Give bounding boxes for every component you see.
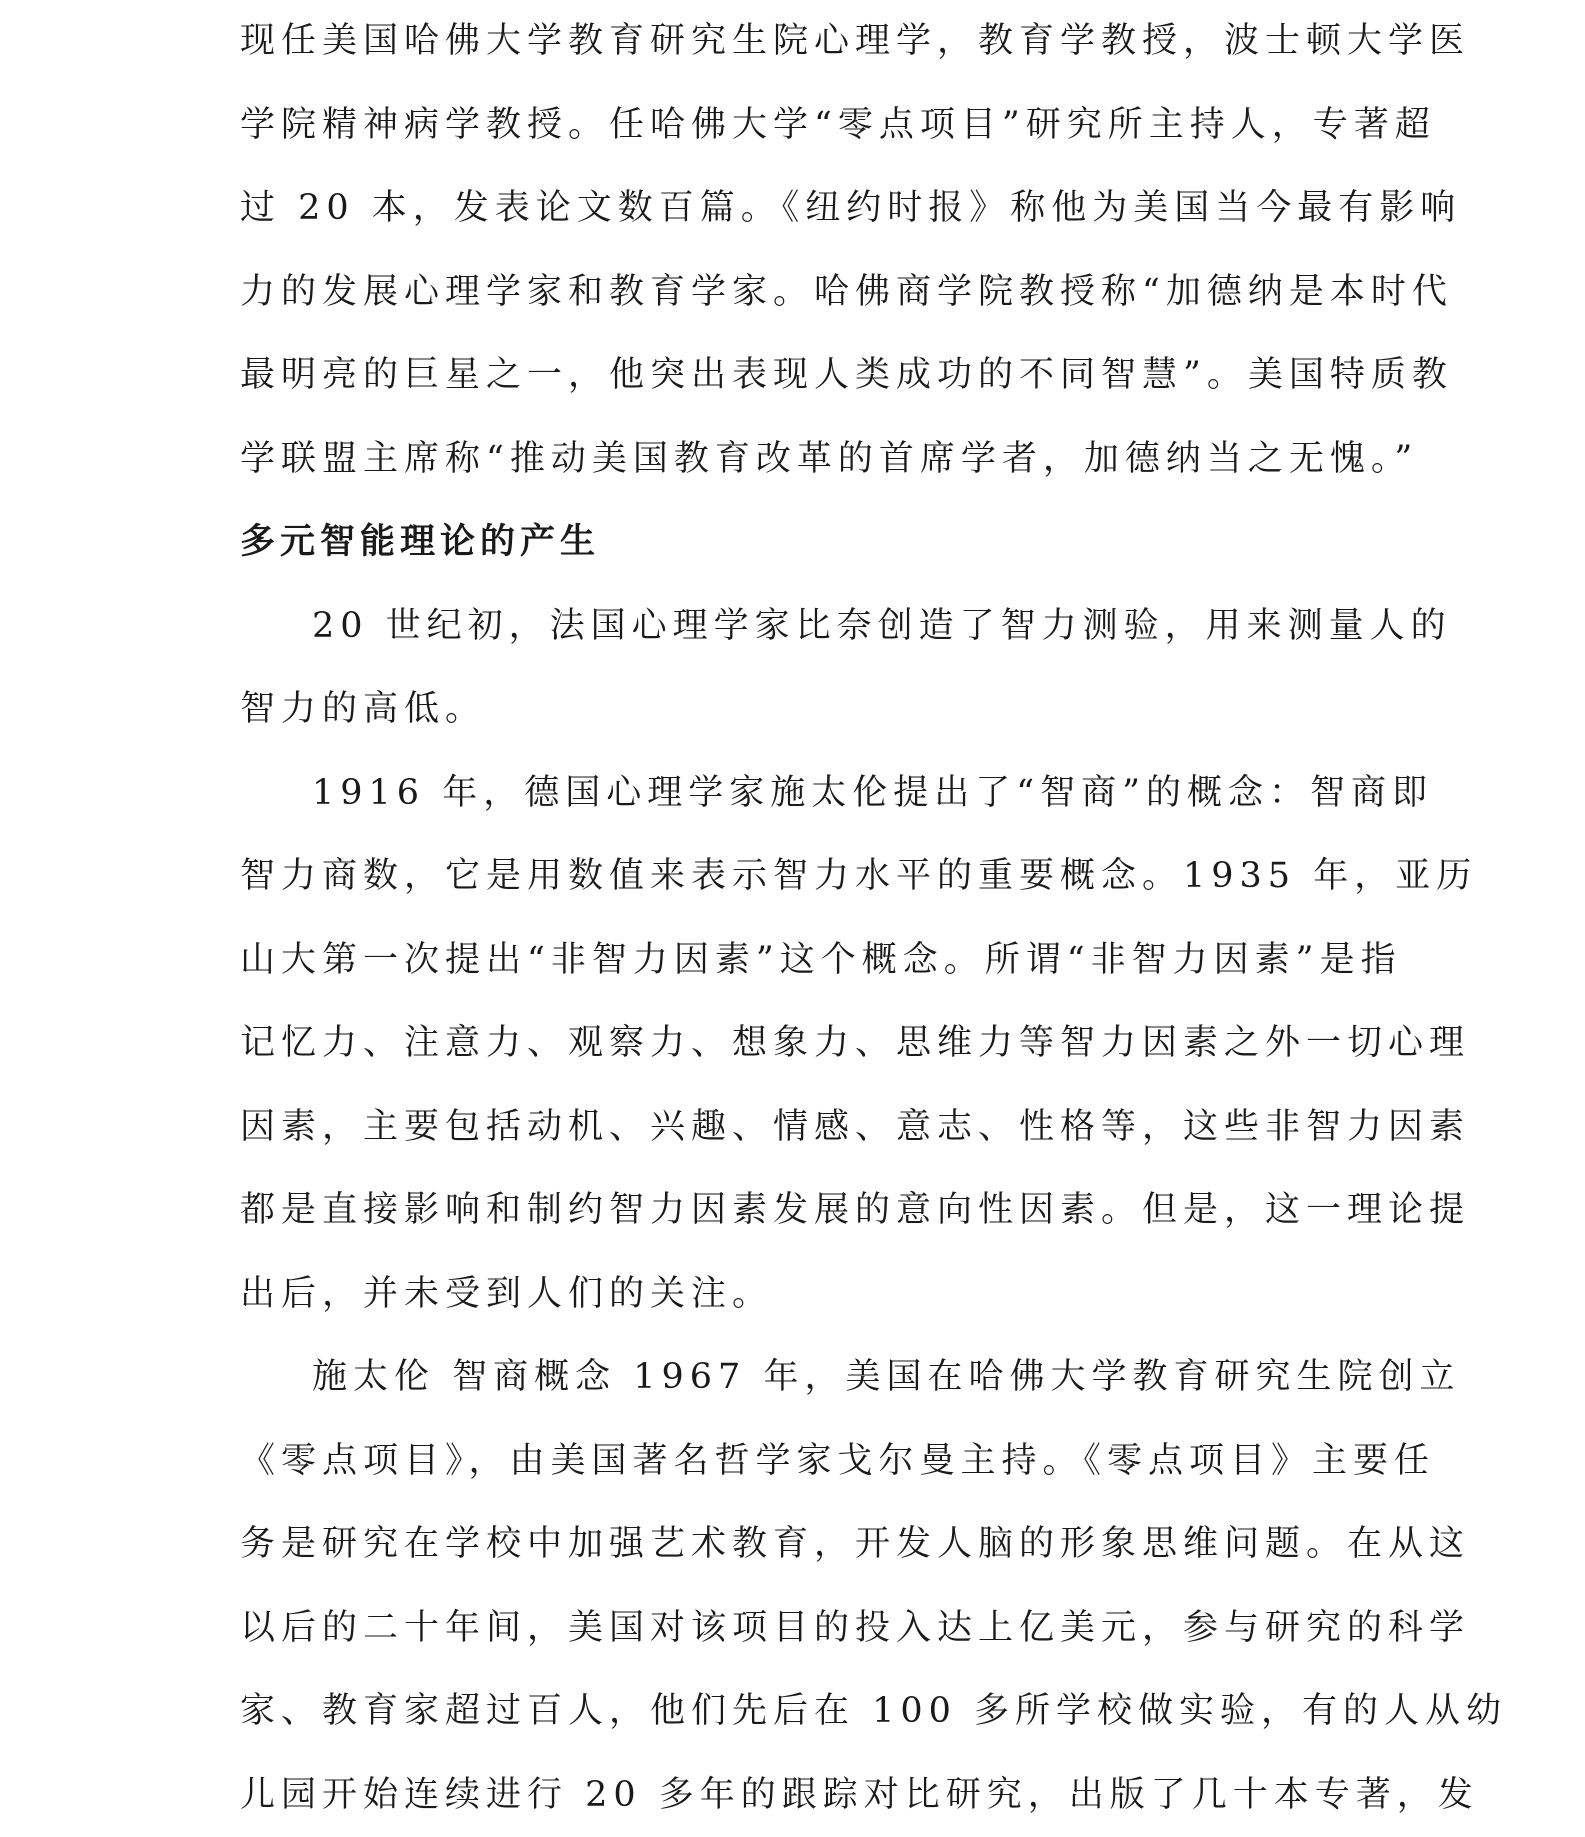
body-line-21: 家、教育家超过百人，他们先后在 100 多所学校做实验，有的人从幼	[240, 1670, 1345, 1754]
body-line-10: 1916 年，德国心理学家施太伦提出了“智商”的概念：智商即	[240, 752, 1345, 836]
section-heading: 多元智能理论的产生	[240, 501, 1345, 585]
body-line-1: 现任美国哈佛大学教育研究生院心理学，教育学教授，波士顿大学医	[240, 0, 1345, 84]
body-line-13: 记忆力、注意力、观察力、想象力、思维力等智力因素之外一切心理	[240, 1002, 1345, 1086]
body-line-8: 20 世纪初，法国心理学家比奈创造了智力测验，用来测量人的	[240, 585, 1345, 669]
body-line-5: 最明亮的巨星之一，他突出表现人类成功的不同智慧”。美国特质教	[240, 334, 1345, 418]
body-line-22: 儿园开始连续进行 20 多年的跟踪对比研究，出版了几十本专著，发	[240, 1754, 1345, 1837]
body-line-17: 施太伦 智商概念 1967 年，美国在哈佛大学教育研究生院创立	[240, 1336, 1345, 1420]
body-line-11: 智力商数，它是用数值来表示智力水平的重要概念。1935 年，亚历	[240, 835, 1345, 919]
body-line-4: 力的发展心理学家和教育学家。哈佛商学院教授称“加德纳是本时代	[240, 251, 1345, 335]
body-line-12: 山大第一次提出“非智力因素”这个概念。所谓“非智力因素”是指	[240, 919, 1345, 1003]
body-line-14: 因素，主要包括动机、兴趣、情感、意志、性格等，这些非智力因素	[240, 1086, 1345, 1170]
body-line-6: 学联盟主席称“推动美国教育改革的首席学者，加德纳当之无愧。”	[240, 418, 1345, 502]
body-line-15: 都是直接影响和制约智力因素发展的意向性因素。但是，这一理论提	[240, 1169, 1345, 1253]
body-line-20: 以后的二十年间，美国对该项目的投入达上亿美元，参与研究的科学	[240, 1587, 1345, 1671]
body-line-18: 《零点项目》，由美国著名哲学家戈尔曼主持。《零点项目》主要任	[240, 1420, 1345, 1504]
body-line-19: 务是研究在学校中加强艺术教育，开发人脑的形象思维问题。在从这	[240, 1503, 1345, 1587]
body-line-3: 过 20 本，发表论文数百篇。《纽约时报》称他为美国当今最有影响	[240, 167, 1345, 251]
document-body	[240, 0, 1345, 1837]
body-line-16: 出后，并未受到人们的关注。	[240, 1253, 1345, 1337]
body-line-9: 智力的高低。	[240, 668, 1345, 752]
body-line-2: 学院精神病学教授。任哈佛大学“零点项目”研究所主持人，专著超	[240, 84, 1345, 168]
